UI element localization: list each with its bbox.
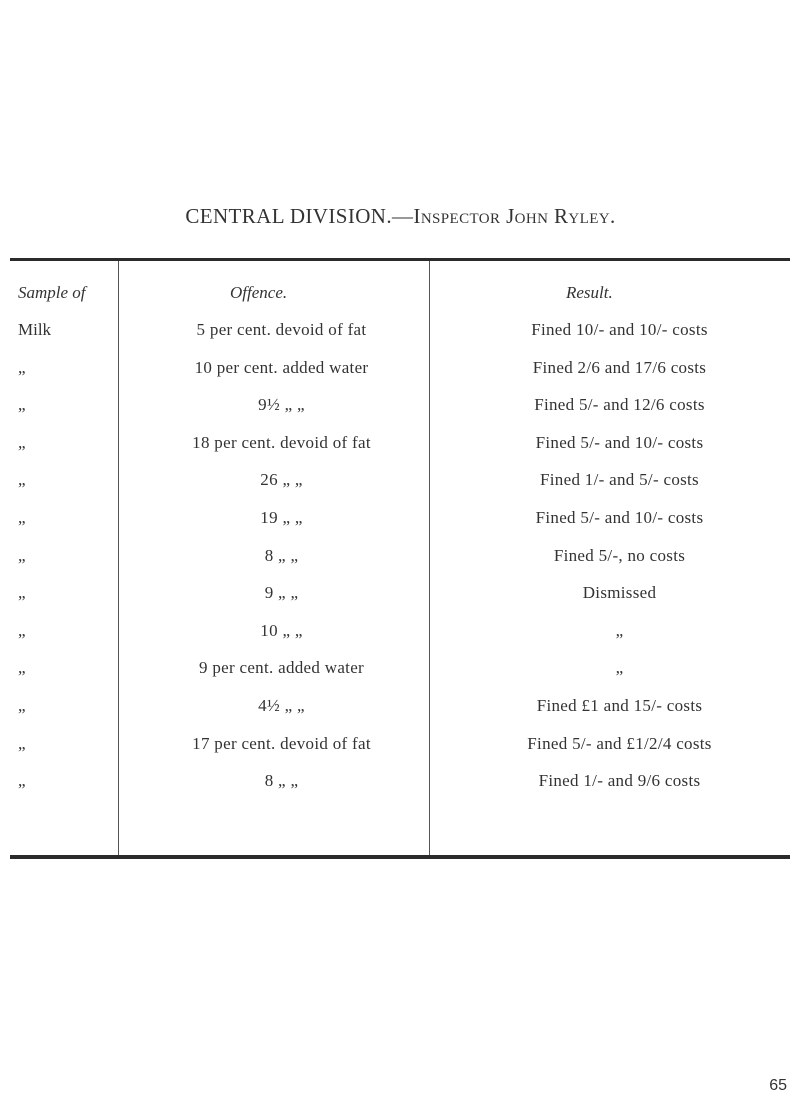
sample-cell: Milk bbox=[18, 320, 52, 339]
result-cell: Fined 1/- and 5/- costs bbox=[540, 470, 699, 490]
table-row bbox=[10, 358, 790, 396]
table-row bbox=[10, 771, 790, 809]
offence-cell: 26 „ „ bbox=[260, 470, 303, 490]
result-cell: Fined 2/6 and 17/6 costs bbox=[532, 357, 707, 377]
table-row bbox=[10, 621, 790, 659]
table-row bbox=[10, 734, 790, 772]
sample-cell: „ bbox=[18, 696, 26, 715]
sample-cell: „ bbox=[18, 583, 26, 603]
heading-dash: — bbox=[392, 204, 414, 228]
offence-cell: 8 „ „ bbox=[264, 545, 299, 565]
table-top-rule bbox=[10, 258, 790, 261]
sample-cell: „ bbox=[18, 733, 26, 753]
result-cell: Fined 10/- and 10/- costs bbox=[531, 320, 708, 339]
sample-cell: „ bbox=[18, 658, 26, 678]
table-row bbox=[10, 546, 790, 584]
offence-cell: 10 per cent. added water bbox=[194, 357, 369, 377]
offence-cell: 10 „ „ bbox=[260, 620, 303, 640]
result-cell: „ bbox=[615, 658, 624, 678]
result-cell: Fined 5/- and £1/2/4 costs bbox=[527, 733, 712, 753]
column-header-offence: Offence. bbox=[230, 283, 288, 302]
result-cell: Fined £1 and 15/- costs bbox=[536, 696, 703, 715]
table-row bbox=[10, 433, 790, 471]
sample-cell: „ bbox=[18, 771, 26, 791]
table-row bbox=[10, 583, 790, 621]
offence-cell: 9 per cent. added water bbox=[198, 658, 364, 678]
sample-cell: „ bbox=[18, 470, 26, 490]
table-row bbox=[10, 470, 790, 508]
offence-cell: 17 per cent. devoid of fat bbox=[192, 733, 371, 753]
offence-cell: 19 „ „ bbox=[260, 508, 303, 527]
offence-cell: 4½ „ „ bbox=[258, 696, 305, 715]
result-cell: Fined 1/- and 9/6 costs bbox=[538, 771, 701, 791]
result-cell: Fined 5/- and 12/6 costs bbox=[534, 395, 705, 415]
table-row bbox=[10, 395, 790, 433]
table-row bbox=[10, 658, 790, 696]
offence-cell: 5 per cent. devoid of fat bbox=[196, 320, 367, 339]
sample-cell: „ bbox=[18, 432, 26, 452]
heading-division: CENTRAL DIVISION. bbox=[185, 204, 393, 228]
offence-cell: 8 „ „ bbox=[264, 771, 299, 791]
result-cell: Dismissed bbox=[582, 583, 657, 603]
offence-cell: 9½ „ „ bbox=[258, 395, 305, 415]
result-cell: Fined 5/- and 10/- costs bbox=[535, 508, 704, 527]
result-cell: Fined 5/-, no costs bbox=[553, 545, 686, 565]
table-row bbox=[10, 508, 790, 546]
page-number: 65 bbox=[769, 1077, 787, 1094]
table-bottom-rule bbox=[10, 855, 790, 859]
sample-cell: „ bbox=[18, 357, 26, 377]
result-cell: Fined 5/- and 10/- costs bbox=[535, 432, 704, 452]
offence-cell: 18 per cent. devoid of fat bbox=[192, 432, 371, 452]
offence-cell: 9 „ „ bbox=[264, 583, 299, 603]
table-row bbox=[10, 320, 790, 358]
column-header-result: Result. bbox=[566, 283, 613, 302]
sample-cell: „ bbox=[18, 395, 26, 415]
sample-cell: „ bbox=[18, 620, 26, 640]
sample-cell: „ bbox=[18, 508, 26, 527]
result-cell: „ bbox=[615, 620, 624, 640]
heading-inspector: Inspector John Ryley. bbox=[413, 204, 616, 228]
sample-cell: „ bbox=[18, 545, 26, 565]
table-row bbox=[10, 696, 790, 734]
page-heading bbox=[0, 204, 801, 229]
column-header-sample: Sample of bbox=[18, 283, 86, 302]
